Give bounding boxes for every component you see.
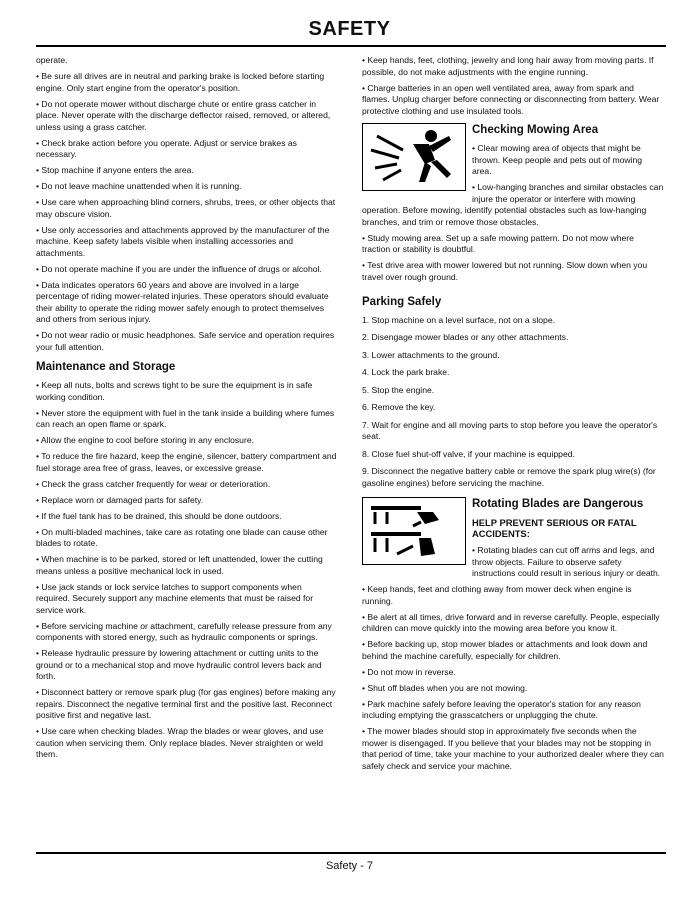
parking-steps-list (362, 315, 664, 490)
paragraph: • Park machine safely before leaving the operator's station for any reason including emptying the grasscatchers or unplugging the chute. (362, 698, 641, 720)
paragraph: • Allow the engine to cool before storing in any enclosure. (36, 435, 254, 445)
paragraph: • Data indicates operators 60 years and above are involved in a large percentage of riding mower-related injuries. These operators should evaluate their ability to operate the riding mower safely enough to protect themselves and others from serious injury. (36, 279, 329, 324)
paragraph: • Study mowing area. Set up a safe mowing pattern. Do not mow where traction or stability is doubtful. (362, 232, 634, 254)
list-item: 3. Lower attachments to the ground. (362, 349, 500, 360)
paragraph: • Use care when approaching blind corners, shrubs, trees, or other objects that may obscure vision. (36, 197, 336, 219)
paragraph: • Keep hands, feet and clothing away from mower deck when engine is running. (362, 584, 632, 606)
paragraph: • Use care when checking blades. Wrap the blades or wear gloves, and use caution when servicing them. Only replace blades. Never straighten or weld them. (36, 726, 324, 759)
section-heading-blades: Rotating Blades are Dangerous (472, 498, 644, 510)
paragraph: • Disconnect battery or remove spark plug (for gas engines) before making any repairs. Disconnect the negative terminal first and the positive last. Reconnect positive first and negative last. (36, 687, 336, 720)
list-item: 6. Remove the key. (362, 402, 436, 412)
paragraph: • Check the grass catcher frequently for wear or deterioration. (36, 478, 271, 489)
paragraph: • If the fuel tank has to be drained, this should be done outdoors. (36, 510, 282, 521)
paragraph: • To reduce the fire hazard, keep the engine, silencer, battery compartment and fuel storage area free of grass, leaves, or excessive grease. (36, 451, 337, 473)
rotating-blades-section (362, 497, 664, 584)
paragraph: • Shut off blades when you are not mowing. (362, 682, 528, 693)
page-footer: Safety - 7 (325, 860, 374, 872)
checking-mowing-area-section (362, 123, 664, 288)
section-heading-checking: Checking Mowing Area (472, 124, 599, 136)
paragraph: • Stop machine if anyone enters the area. (36, 165, 194, 175)
paragraph: • Charge batteries in an open well ventilated area, away from spark and flames. Unplug charger before connecting or disconnecting from battery. Wear protective clothing and use insulated tools. (362, 82, 660, 116)
section-heading-maintenance: Maintenance and Storage (36, 361, 176, 373)
paragraph: operate. (36, 55, 68, 65)
right-column (362, 55, 664, 777)
paragraph: • On multi-bladed machines, take care as rotating one blade can cause other blades to rotate. (36, 526, 328, 548)
paragraph: • Do not operate mower without discharge chute or entire grass catcher in place. Never operate with the discharge deflector raised, removed, or altered, unless using a grass catcher. (36, 98, 331, 132)
footer-rule (36, 852, 666, 854)
paragraph: • Do not mow in reverse. (362, 666, 456, 677)
paragraph: • Test drive area with mower lowered but not running. Slow down when you travel over rough ground. (362, 260, 648, 282)
paragraph: • Never store the equipment with fuel in the tank inside a building where fumes can reach an open flame or spark. (36, 407, 335, 429)
paragraph: • Keep all nuts, bolts and screws tight to be sure the equipment is in safe working condition. (36, 380, 313, 402)
list-item: 8. Close fuel shut-off valve, if your machine is equipped. (362, 448, 575, 459)
left-column (36, 55, 338, 765)
paragraph: • Before backing up, stop mower blades or attachments and look down and behind the machine carefully, especially for children. (362, 639, 648, 661)
list-item: 5. Stop the engine. (362, 384, 435, 395)
header-rule (36, 45, 666, 47)
paragraph: • Replace worn or damaged parts for safety. (36, 494, 204, 505)
paragraph: • Do not operate machine if you are under the influence of drugs or alcohol. (36, 263, 322, 274)
warning-subheading: HELP PREVENT SERIOUS OR FATAL ACCIDENTS: (472, 517, 637, 539)
thrown-object-warning-icon (362, 123, 466, 191)
paragraph: • Use only accessories and attachments approved by the manufacturer of the machine. Keep safety labels visible when installing accessories and attachments. (36, 224, 330, 258)
paragraph: • Before servicing machine or attachment, carefully release pressure from any components with stored energy, such as hydraulic components or springs. (36, 620, 332, 642)
paragraph: • Low-hanging branches and similar obstacles can injure the operator or interfere with mowing operation. Before mowing, identify potential obstacles such as low-hanging branches, and trim or remove those obstacles. (362, 182, 664, 227)
paragraph: • Be alert at all times, drive forward and in reverse carefully. People, especially children can move quickly into the mowing area before you know it. (362, 611, 660, 633)
paragraph: • Clear mowing area of objects that might be thrown. Keep people and pets out of mowing area. (472, 143, 643, 176)
list-item: 7. Wait for engine and all moving parts to stop before you leave the operator's seat. (362, 419, 658, 441)
paragraph: • Release hydraulic pressure by lowering attachment or cutting units to the ground or to a mechanical stop and move hydraulic control levers back and forth. (36, 648, 322, 681)
paragraph: • Rotating blades can cut off arms and legs, and throw objects. Failure to observe safety instructions could result in serious injury or death. (472, 545, 661, 578)
paragraph: • Use jack stands or lock service latches to support components when required. Securely support any machine elements that must be raised for service work. (36, 581, 314, 615)
paragraph: • The mower blades should stop in approximately five seconds when the mower is disengaged. If you believe that your blades may not be stopping in that period of time, take your machine to your authorized dealer where they can safely check and service your machine. (362, 726, 664, 771)
paragraph: • Do not wear radio or music headphones. Safe service and operation requires your full attention. (36, 330, 335, 352)
list-item: 2. Disengage mower blades or any other attachments. (362, 332, 569, 342)
paragraph: • Do not leave machine unattended when it is running. (36, 181, 242, 191)
list-item: 1. Stop machine on a level surface, not on a slope. (362, 314, 556, 325)
section-heading-parking: Parking Safely (362, 295, 442, 308)
page-title: SAFETY (308, 18, 391, 40)
paragraph: • Keep hands, feet, clothing, jewelry and long hair away from moving parts. If possible, do not make adjustments with the engine running. (362, 55, 654, 77)
paragraph: • When machine is to be parked, stored or left unattended, lower the cutting means unless a positive mechanical lock in used. (36, 554, 323, 576)
list-item: 9. Disconnect the negative battery cable or remove the spark plug wire(s) (for gasoline engines) before servicing the machine. (362, 466, 656, 488)
paragraph: • Be sure all drives are in neutral and parking brake is locked before starting engine. Only start engine from the operator's position. (36, 71, 325, 93)
paragraph: • Check brake action before you operate. Adjust or service brakes as necessary. (36, 137, 297, 159)
rotating-blade-hand-foot-icon (362, 497, 466, 565)
list-item: 4. Lock the park brake. (362, 367, 450, 377)
